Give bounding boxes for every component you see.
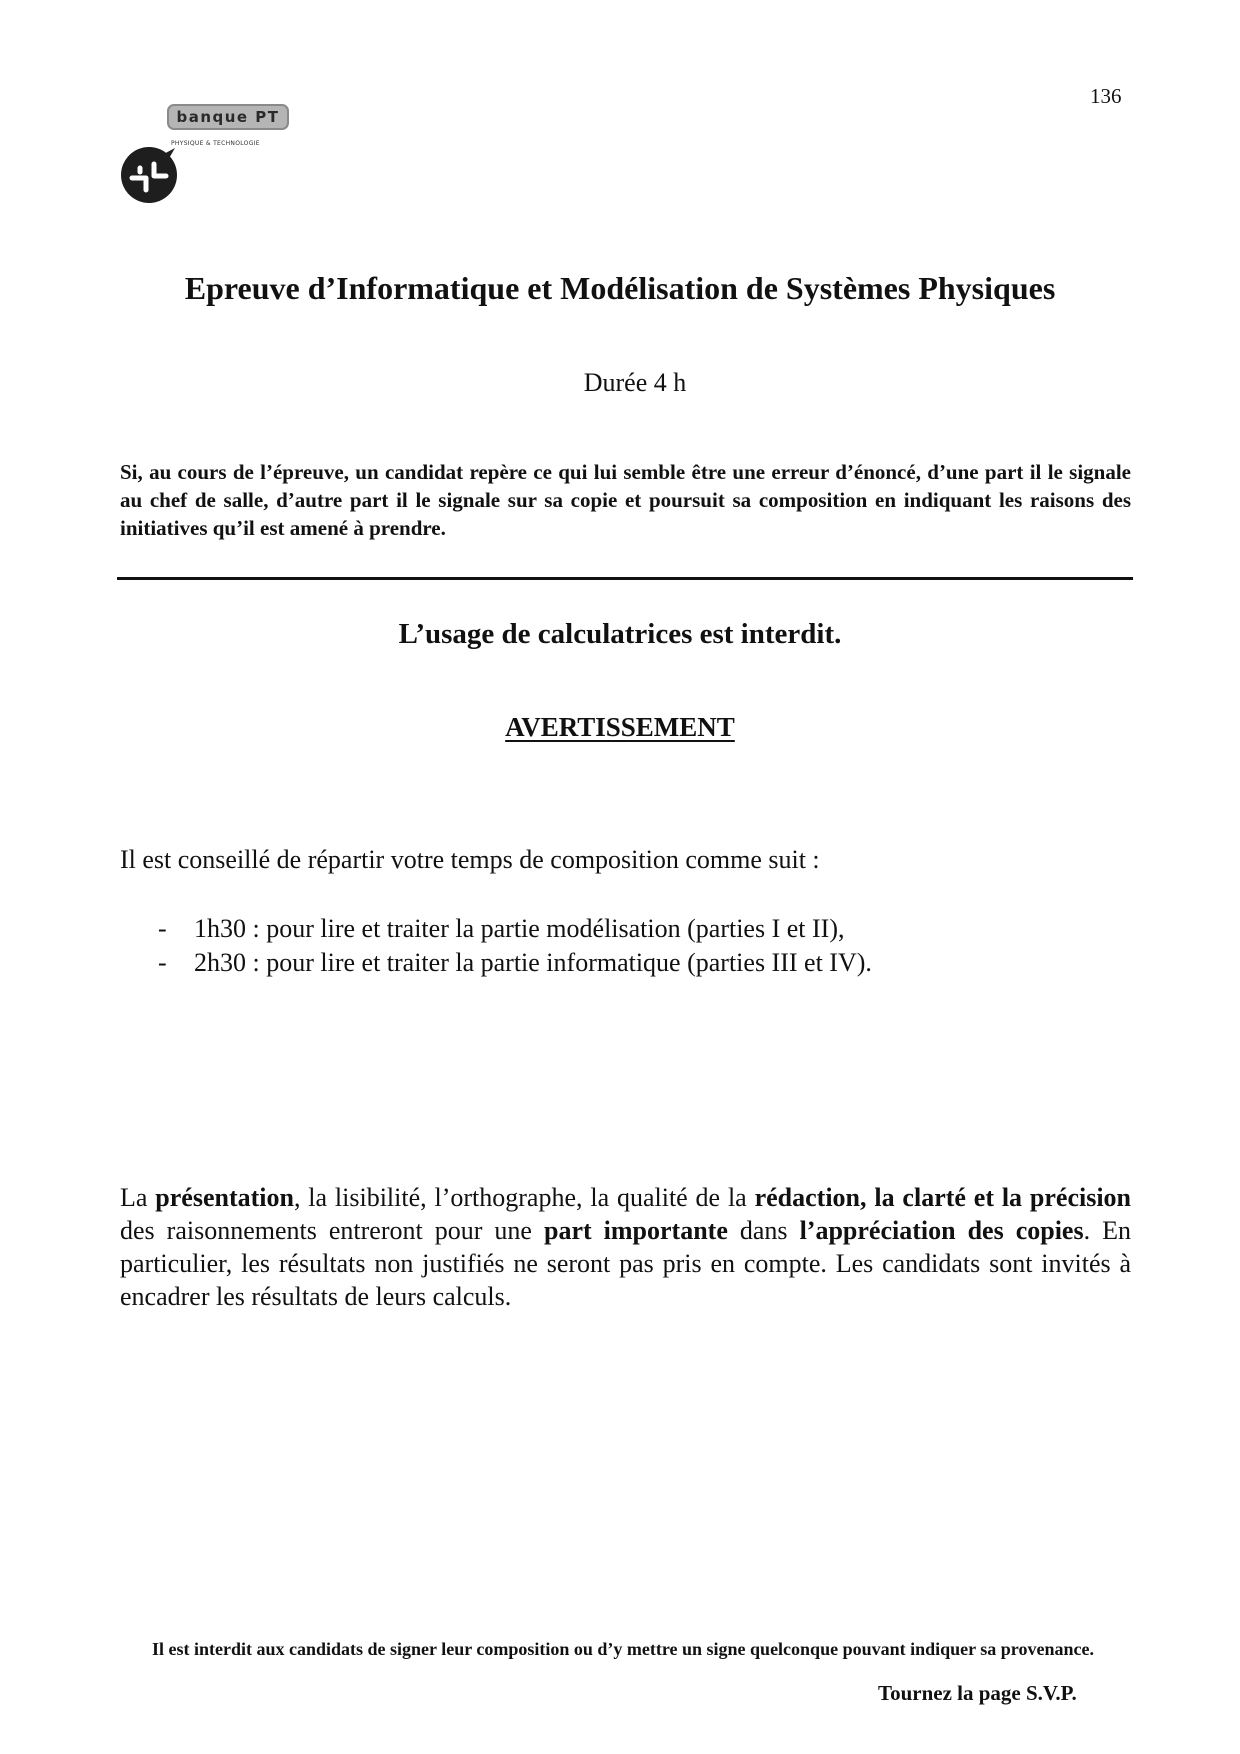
footer-warning: Il est interdit aux candidats de signer leur composition ou d’y mettre un signe quelconque pouvant indiquer sa provenance.: [152, 1639, 1094, 1659]
bold-text-run: présentation: [155, 1183, 294, 1212]
logo-name: banque PT: [167, 104, 289, 130]
text-run: La: [120, 1183, 156, 1212]
text-run: dans: [727, 1216, 800, 1245]
error-notice: Si, au cours de l’épreuve, un candidat repère ce qui lui semble être une erreur d’énoncé, d’une part il le signale au chef de salle, d’autre part il le signale sur sa copie et poursuit sa composition en indiquant les raisons des initiatives qu’il est amené à prendre.: [120, 460, 1131, 540]
text-run: , la lisibilité, l’orthographe, la qualité de la: [293, 1183, 755, 1212]
text-run: . En particulier, les résultats non justifiés ne seront pas pris en compte. Les candidats sont invités à encadrer les résultats de leurs calculs.: [120, 1216, 1131, 1311]
turn-page-note: Tournez la page S.V.P.: [878, 1681, 1077, 1705]
calculator-rule: L’usage de calculatrices est interdit.: [398, 618, 842, 650]
text-run: des raisonnements entreront pour une: [120, 1216, 544, 1245]
logo-emblem-icon: [120, 146, 178, 204]
bold-text-run: part importante: [543, 1216, 728, 1245]
exam-duration: Durée 4 h: [583, 368, 687, 397]
page-number: 136: [1090, 84, 1122, 108]
bold-text-run: rédaction, la clarté et la précision: [754, 1183, 1132, 1212]
banque-pt-logo: [120, 100, 300, 210]
list-item: - 2h30 : pour lire et traiter la partie informatique (parties III et IV).: [155, 946, 872, 980]
presentation-paragraph: [120, 1181, 1131, 1313]
bold-text-run: l’appréciation des copies: [799, 1216, 1084, 1245]
time-allocation-list: [155, 912, 872, 980]
divider: [117, 577, 1133, 580]
logo-subtitle: PHYSIQUE & TECHNOLOGIE: [171, 140, 260, 147]
warning-heading: AVERTISSEMENT: [505, 712, 735, 742]
exam-title: Epreuve d’Informatique et Modélisation de Systèmes Physiques: [184, 270, 1056, 306]
list-item: - 1h30 : pour lire et traiter la partie modélisation (parties I et II),: [155, 912, 872, 946]
time-advice: Il est conseillé de répartir votre temps de composition comme suit :: [120, 845, 820, 874]
